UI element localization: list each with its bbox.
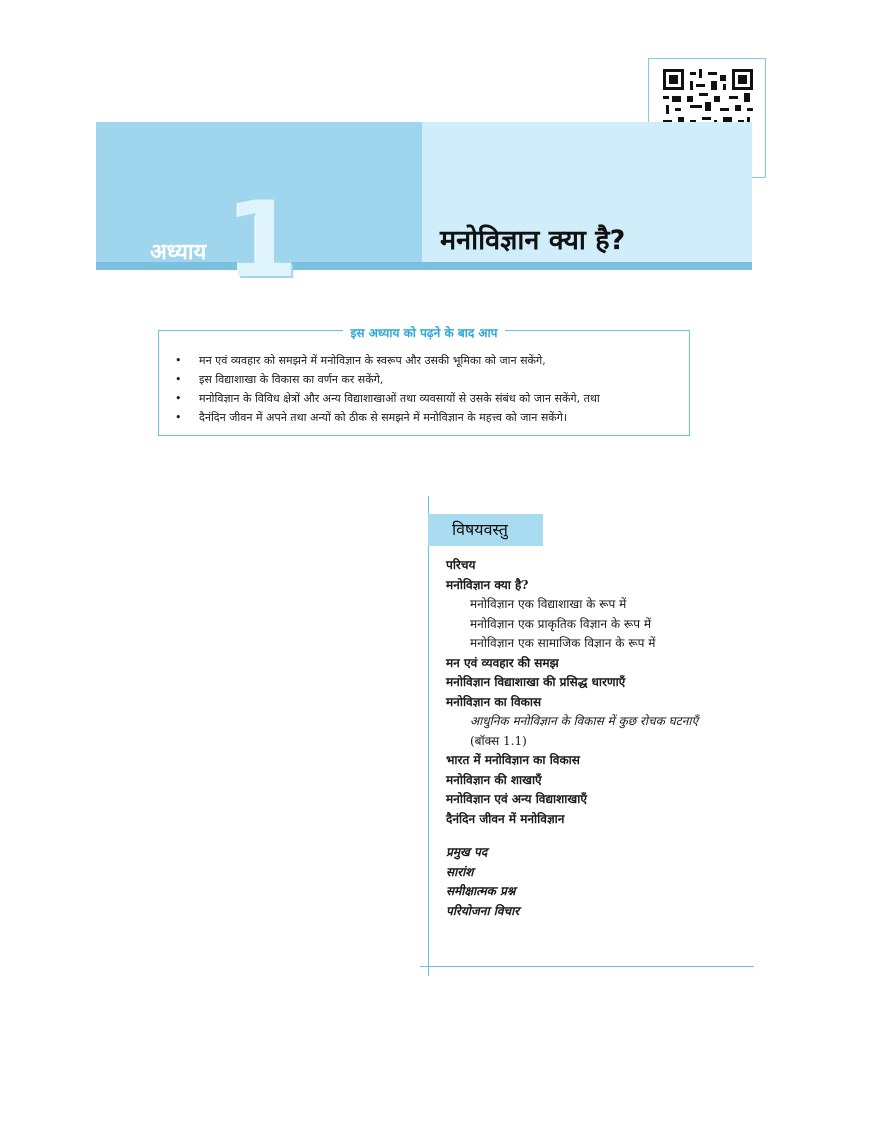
- contents-vertical-rule: [428, 496, 429, 976]
- chapter-label: अध्याय: [150, 240, 207, 265]
- contents-item: परिचय: [446, 558, 476, 572]
- contents-spacer: [446, 829, 756, 843]
- contents-bottom-rule: [420, 966, 754, 967]
- objective-item: • इस विद्याशाखा के विकास का वर्णन कर सकेंगे,: [175, 373, 384, 386]
- objective-item: • मनोविज्ञान के विविध क्षेत्रों और अन्य विद्याशाखाओं तथा व्यवसायों से उसके संबंध को जान सकेंगे, तथा: [175, 392, 600, 405]
- contents-item: सारांश: [446, 864, 474, 879]
- contents-item: मनोविज्ञान एवं अन्य विद्याशाखाएँ: [446, 792, 587, 806]
- contents-list: [446, 556, 756, 921]
- objectives-box: [158, 326, 690, 436]
- objective-item: • दैनंदिन जीवन में अपने तथा अन्यों को ठीक से समझने में मनोविज्ञान के महत्त्व को जान सकेंगे।: [175, 411, 568, 424]
- objectives-list: [173, 351, 679, 427]
- contents-subitem: मनोविज्ञान एक प्राकृतिक विज्ञान के रूप में: [470, 616, 652, 631]
- contents-subitem: मनोविज्ञान एक विद्याशाखा के रूप में: [470, 597, 627, 611]
- contents-heading: विषयवस्तु: [428, 514, 543, 546]
- contents-item: परियोजना विचार: [446, 903, 520, 918]
- contents-item: प्रमुख पद: [446, 845, 488, 859]
- contents-item: मन एवं व्यवहार की समझ: [446, 655, 559, 670]
- contents-item: दैनंदिन जीवन में मनोविज्ञान: [446, 811, 565, 826]
- contents-subitem: आधुनिक मनोविज्ञान के विकास में कुछ रोचक घटनाएँ: [470, 714, 699, 728]
- chapter-title: मनोविज्ञान क्या है?: [440, 225, 626, 256]
- objective-item: • मन एवं व्यवहार को समझने में मनोविज्ञान के स्वरूप और उसकी भूमिका को जान सकेंगे,: [175, 354, 546, 367]
- contents-item: भारत में मनोविज्ञान का विकास: [446, 753, 580, 767]
- contents-item: मनोविज्ञान की शाखाएँ: [446, 772, 542, 787]
- contents-item: मनोविज्ञान का विकास: [446, 694, 542, 709]
- contents-item: मनोविज्ञान क्या है?: [446, 577, 529, 592]
- contents-subitem: मनोविज्ञान एक सामाजिक विज्ञान के रूप में: [470, 636, 656, 650]
- contents-subitem: (बॉक्स 1.1): [470, 733, 527, 748]
- contents-item: मनोविज्ञान विद्याशाखा की प्रसिद्ध धारणाएँ: [446, 675, 626, 689]
- chapter-number: 1: [226, 179, 299, 301]
- contents-item: समीक्षात्मक प्रश्न: [446, 884, 516, 898]
- objectives-title: इस अध्याय को पढ़ने के बाद आप: [159, 322, 689, 341]
